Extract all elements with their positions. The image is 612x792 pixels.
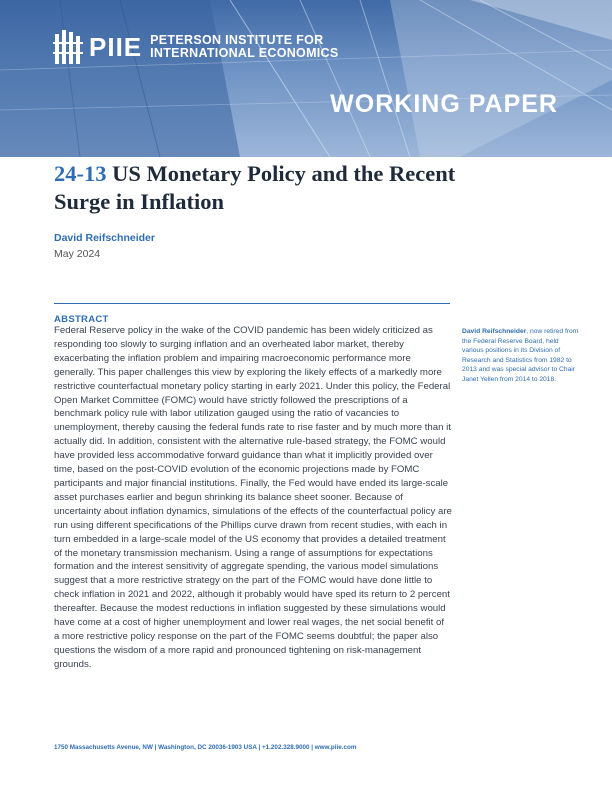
logo-line-2: INTERNATIONAL ECONOMICS [150,46,339,60]
document-type-heading: WORKING PAPER [330,90,558,118]
logo-institution-name [150,34,338,60]
bio-text: , now retired from the Federal Reserve Board, held various positions in its Division of Research and Statistics from 1982 to 2013 and was special advisor to Chair Janet Yellen from 2014 to 2018. [462,328,579,383]
building-logo-icon [53,28,83,66]
piie-logo [53,28,339,66]
bio-author-name: David Reifschneider [462,328,527,335]
paper-number: 24-13 [54,161,107,186]
logo-line-1: PETERSON INSTITUTE FOR [150,33,324,47]
building-background-image [0,0,612,157]
abstract-body: Federal Reserve policy in the wake of the COVID pandemic has been widely criticized as responding too slowly to surging inflation and an overheated labor market, thereby exacerbating the inflation problem and impairing macroeconomic performance more generally. This paper challenges this view by exploring the likely effects of a markedly more restrictive counterfactual monetary policy starting in early 2021. Under this policy, the Federal Open Market Committee (FOMC) would have strictly followed the prescriptions of a benchmark policy rule with labor utilization gauged using the ratio of vacancies to unemployment, thereby causing the federal funds rate to rise faster and by much more than it actually did. In addition, consistent with the alternative rule-based strategy, the FOMC would have provided less accommodative forward guidance than what it implicitly provided over time, based on the post-COVID evolution of the economic projections made by FOMC participants and major financial institutions. Finally, the Fed would have ended its large-scale asset purchases earlier and begun shrinking its balance sheet sooner. Because of uncertainty about inflation dynamics, simulations of the effects of the counterfactual policy are run using different specifications of the Phillips curve drawn from recent studies, with each in turn embedded in a large-scale model of the US economy that provides a detailed treatment of the monetary transmission mechanism. Using a range of assumptions for expectations formation and the interest sensitivity of aggregate spending, the various model simulations suggest that a more restrictive strategy on the part of the FOMC would have done little to check inflation in 2021 and 2022, although it probably would have sped its return to 2 percent thereafter. Because the modest reductions in inflation suggested by these simulations would have come at a cost of higher unemployment and lower real wages, the net social benefit of a more restrictive policy response on the part of the FOMC seems doubtful; the paper also questions the wisdom of a more rapid and pronounced tightening on risk-management grounds. [54,325,452,670]
logo-abbreviation: PIIE [89,32,143,62]
header-banner [0,0,612,157]
footer-contact: 1750 Massachusetts Avenue, NW | Washington, DC 20036-1903 USA | +1.202.328.9000 | www.piie.com [54,744,357,751]
paper-title-text: US Monetary Policy and the Recent Surge in Inflation [54,161,456,214]
section-divider [54,303,450,304]
author-bio [462,327,580,385]
author-name: David Reifschneider [54,232,155,244]
paper-title [54,160,494,216]
publication-date: May 2024 [54,248,101,260]
abstract-heading: ABSTRACT [54,314,109,325]
